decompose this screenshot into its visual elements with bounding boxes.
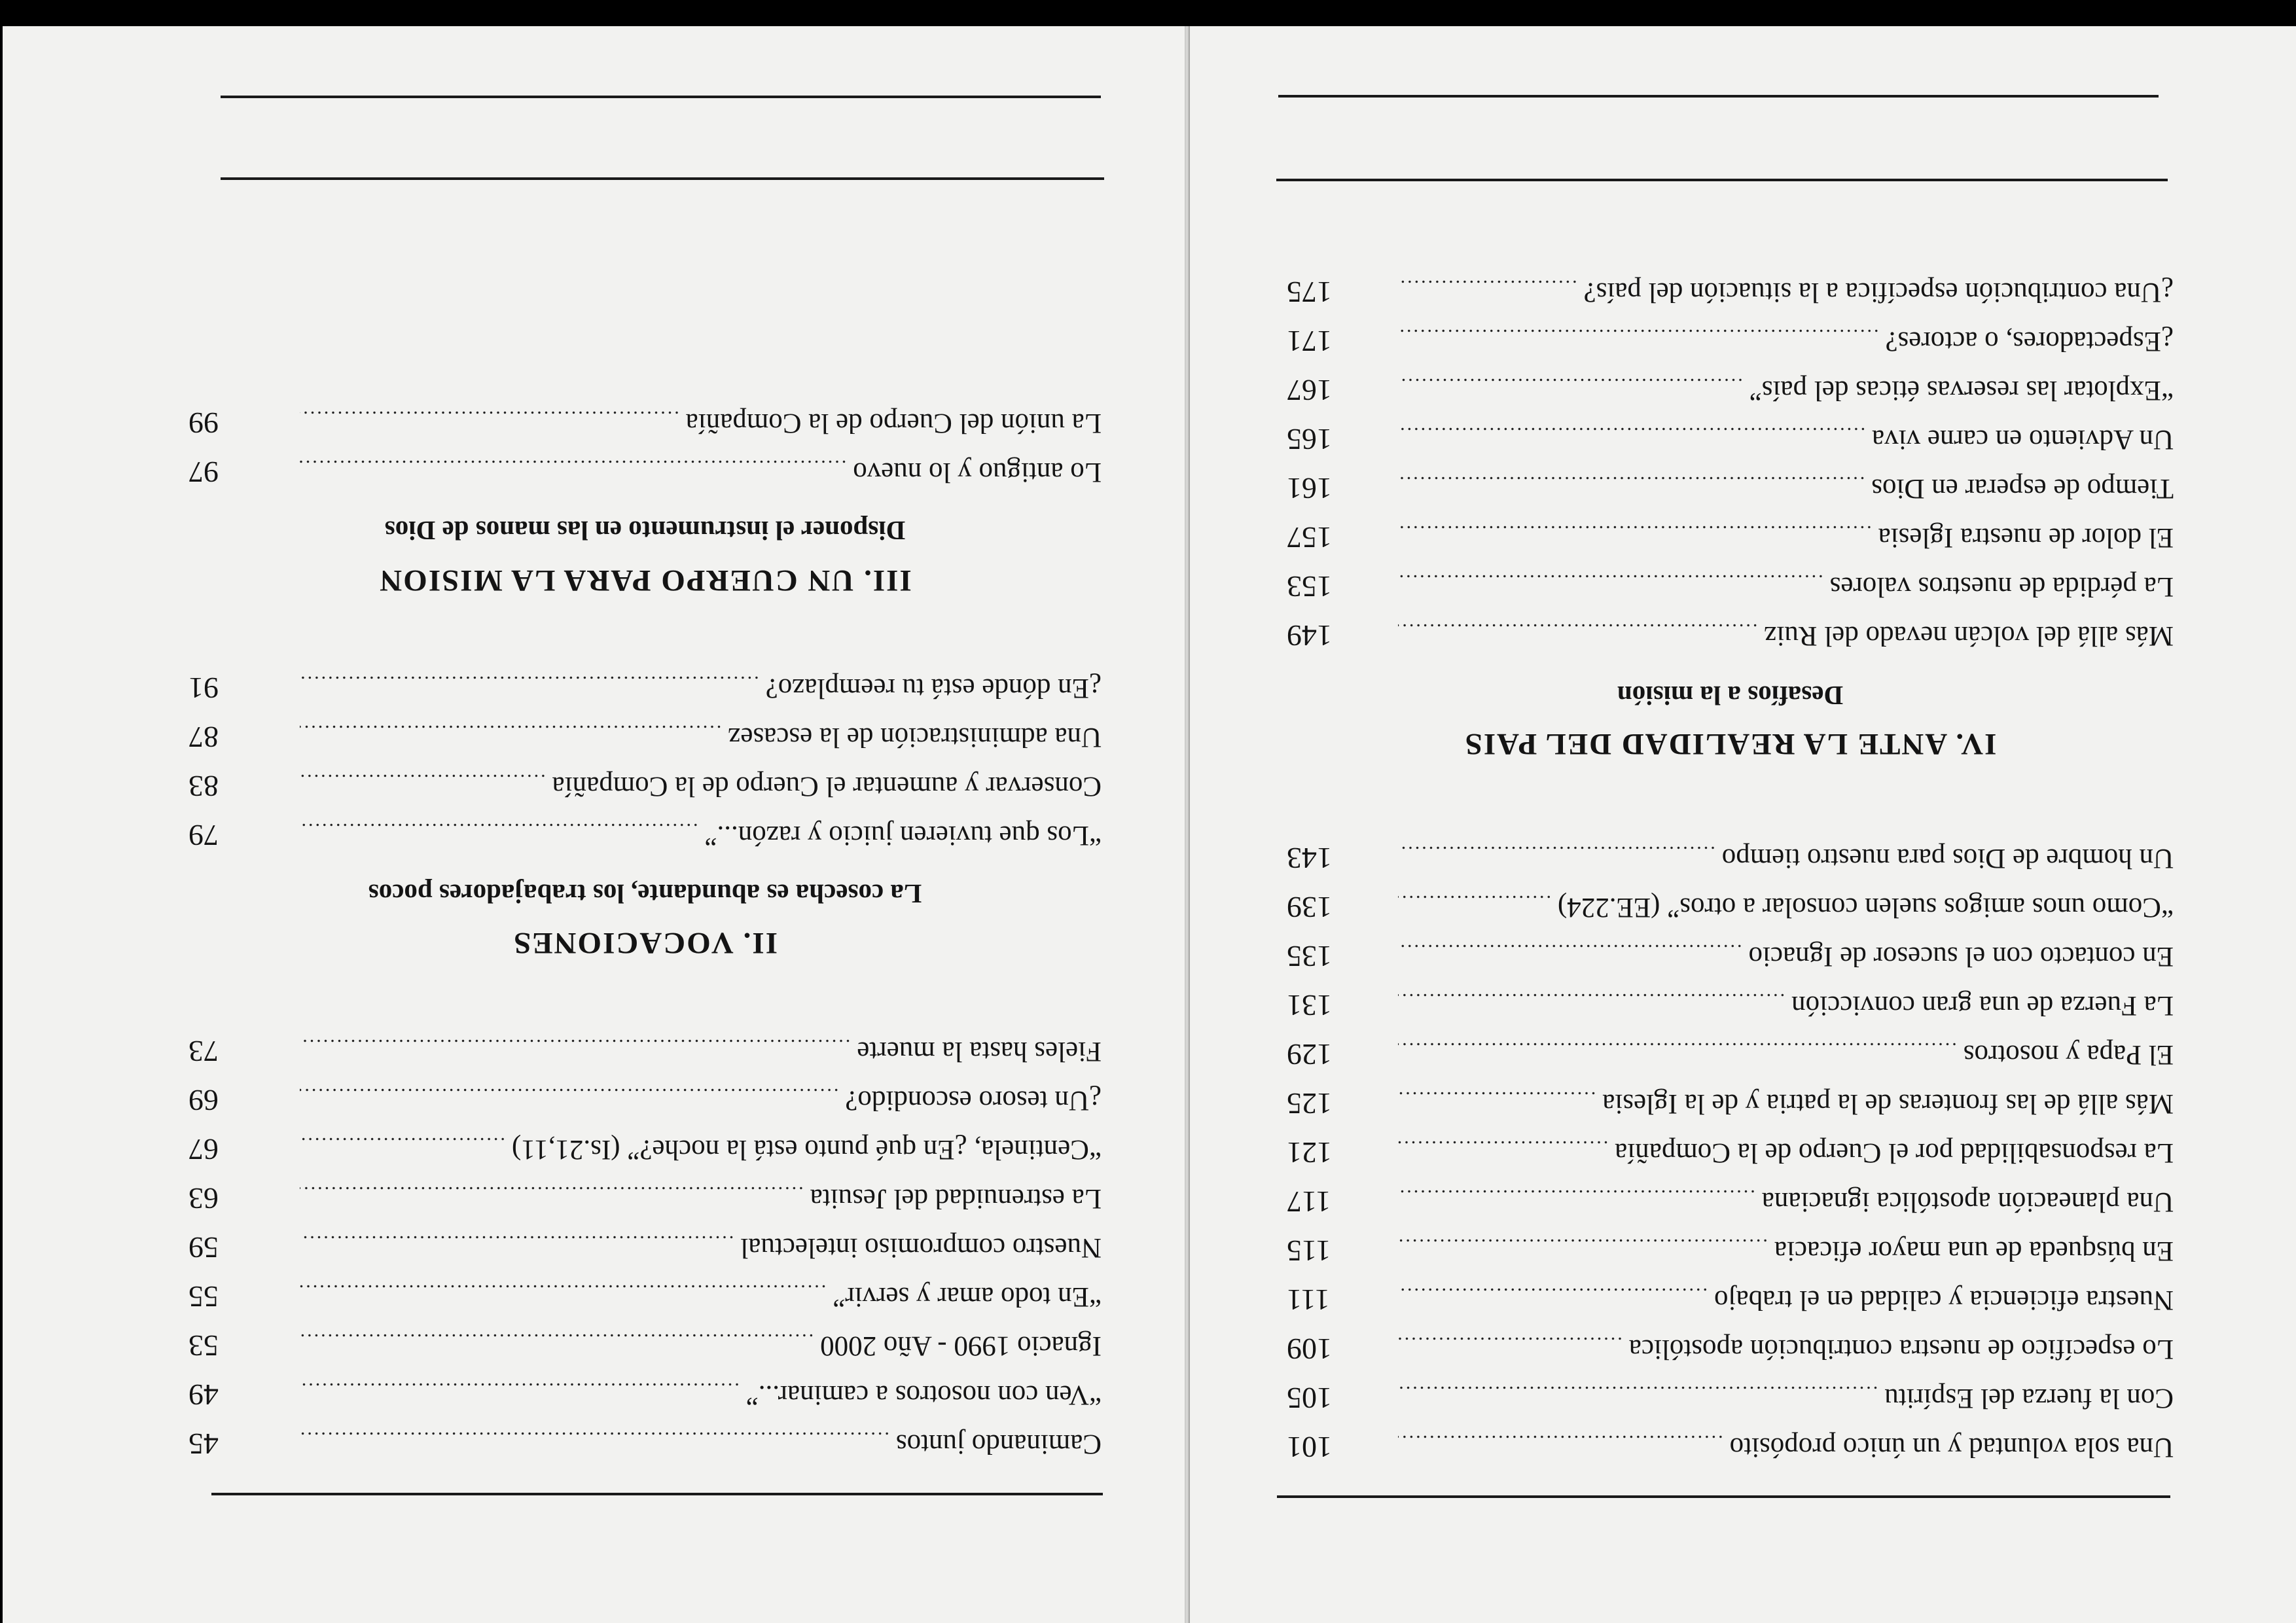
leader-dots <box>300 715 721 748</box>
leader-dots <box>1398 836 1715 869</box>
leader-dots <box>300 1324 814 1357</box>
entry-title: La Fuerza de una gran convicción <box>1791 990 2174 1021</box>
entry-page-number: 129 <box>1287 1038 1332 1071</box>
entry-page-number: 115 <box>1287 1234 1331 1268</box>
entry-title: En contacto con el sucesor de Ignacio <box>1748 941 2174 972</box>
entry-title: Un Adviento en carne viva <box>1872 424 2174 455</box>
entry-title: La estrenuidad del Jesuita <box>810 1183 1102 1214</box>
entry-title: “Centinela, ¿En qué punto está la noche?” (Is.21,11) <box>511 1134 1102 1165</box>
toc-entry <box>1287 984 2174 1027</box>
top-rule <box>1277 1495 2170 1498</box>
entry-title: En búsqueda de una mayor eficacia <box>1774 1236 2174 1266</box>
toc-entry <box>1287 1327 2174 1370</box>
entry-title: Un hombre de Dios para nuestro tiempo <box>1721 843 2174 874</box>
leader-dots <box>300 813 698 846</box>
toc-entry <box>1287 1376 2174 1419</box>
entry-page-number: 111 <box>1287 1283 1330 1317</box>
entry-page-number: 149 <box>1287 619 1332 652</box>
entry-page-number: 161 <box>1287 472 1332 505</box>
toc-entry <box>188 1177 1102 1220</box>
leader-dots <box>1398 1033 1957 1065</box>
toc-entry <box>1287 1131 2174 1174</box>
section-heading: III. UN CUERPO PARA LA MISION <box>378 563 912 597</box>
entry-page-number: 131 <box>1287 989 1332 1022</box>
leader-dots <box>1398 418 1865 450</box>
left-page <box>1186 26 2296 1623</box>
leader-dots <box>1398 270 1577 303</box>
leader-dots <box>1398 467 1865 499</box>
entry-title: ¿Espectadores, o actores? <box>1885 326 2174 357</box>
toc-entry <box>188 1422 1102 1465</box>
entry-title: Nuestro compromiso intelectual <box>740 1232 1102 1263</box>
entry-title: Lo específico de nuestra contribución apostólica <box>1628 1334 2174 1364</box>
leader-dots <box>1398 935 1742 967</box>
entry-page-number: 139 <box>1287 891 1332 924</box>
entry-page-number: 105 <box>1287 1382 1332 1415</box>
leader-dots <box>1398 319 1878 352</box>
entry-page-number: 59 <box>188 1231 219 1264</box>
toc-entry <box>1287 565 2174 608</box>
leader-dots <box>1398 1131 1608 1164</box>
leader-dots <box>300 666 759 699</box>
entry-page-number: 153 <box>1287 570 1332 603</box>
entry-title: ¿Una contribución específica a la situación del país? <box>1583 277 2174 308</box>
entry-page-number: 117 <box>1287 1185 1331 1219</box>
entry-title: “Los que tuvieren juicio y razón...” <box>704 820 1102 851</box>
entry-page-number: 63 <box>188 1182 219 1215</box>
toc-entry <box>1287 836 2174 880</box>
entry-title: Más allá de las fronteras de la patria y de la Iglesia <box>1602 1088 2174 1119</box>
toc-entry <box>1287 467 2174 510</box>
entry-title: Ignacio 1990 - Año 2000 <box>820 1330 1102 1361</box>
toc-entry <box>1287 368 2174 412</box>
leader-dots <box>1398 614 1757 647</box>
toc-entry <box>188 450 1102 493</box>
leader-dots <box>1398 368 1743 401</box>
toc-entry <box>1287 1082 2174 1125</box>
toc-entry <box>1287 418 2174 461</box>
entry-title: “En todo amar y servir” <box>833 1281 1102 1312</box>
entry-title: Conservar y aumentar el Cuerpo de la Compañía <box>552 771 1102 802</box>
entry-page-number: 109 <box>1287 1332 1332 1366</box>
toc-entry <box>188 764 1102 808</box>
entry-title: Tiempo de esperar en Dios <box>1871 473 2174 504</box>
entry-title: Una sola voluntad y un único propósito <box>1729 1432 2174 1463</box>
entry-page-number: 171 <box>1287 325 1332 358</box>
entry-page-number: 143 <box>1287 842 1332 875</box>
entry-title: Con la fuerza del Espíritu <box>1884 1383 2174 1414</box>
entry-title: ¿En dónde está tu reemplazo? <box>765 673 1102 704</box>
entry-title: La unión del Cuerpo de la Compañía <box>685 408 1102 438</box>
entry-page-number: 83 <box>188 770 219 803</box>
entry-title: Más allá del volcán nevado del Ruiz <box>1764 620 2174 651</box>
toc-entry <box>188 715 1102 758</box>
entry-title: Lo antiguo y lo nuevo <box>853 457 1102 488</box>
leader-dots <box>1398 1278 1708 1311</box>
bottom-rule <box>221 177 1104 180</box>
toc-entry <box>1287 270 2174 313</box>
entry-page-number: 101 <box>1287 1431 1332 1464</box>
toc-entry <box>1287 319 2174 363</box>
entry-page-number: 69 <box>188 1084 219 1117</box>
toc-entry <box>1287 516 2174 559</box>
toc-entry <box>1287 935 2174 978</box>
entry-page-number: 67 <box>188 1133 219 1166</box>
leader-dots <box>300 1373 740 1406</box>
entry-page-number: 99 <box>188 406 219 440</box>
toc-entry <box>188 813 1102 857</box>
toc-entry <box>188 1324 1102 1367</box>
entry-title: Fieles hasta la muerte <box>857 1036 1102 1067</box>
bottom-rule <box>221 96 1101 98</box>
section-heading: II. VOCACIONES <box>512 926 778 960</box>
leader-dots <box>1398 1327 1623 1360</box>
leader-dots <box>1398 1425 1723 1458</box>
entry-title: El dolor de nuestra Iglesia <box>1878 522 2174 553</box>
entry-page-number: 73 <box>188 1035 219 1068</box>
toc-entry <box>1287 1425 2174 1469</box>
entry-page-number: 175 <box>1287 276 1332 309</box>
toc-entry <box>188 1373 1102 1416</box>
bottom-rule <box>1278 95 2159 98</box>
leader-dots <box>1398 565 1823 597</box>
leader-dots <box>1398 1376 1878 1409</box>
entry-page-number: 79 <box>188 819 219 852</box>
leader-dots <box>1398 984 1785 1016</box>
leader-dots <box>300 1079 838 1111</box>
entry-page-number: 157 <box>1287 521 1332 554</box>
toc-entry <box>1287 1278 2174 1321</box>
entry-title: ¿Un tesoro escondido? <box>845 1085 1102 1116</box>
toc-entry <box>1287 885 2174 929</box>
entry-title: El Papa y nosotros <box>1963 1039 2174 1070</box>
toc-entry <box>188 666 1102 709</box>
entry-page-number: 49 <box>188 1378 219 1412</box>
leader-dots <box>1398 1229 1768 1262</box>
entry-title: La pérdida de nuestros valores <box>1829 571 2174 602</box>
entry-title: “Explotar las reservas éticas del país” <box>1749 375 2174 406</box>
toc-entry <box>188 401 1102 444</box>
toc-entry <box>1287 614 2174 657</box>
entry-page-number: 165 <box>1287 423 1332 456</box>
leader-dots <box>1398 1082 1596 1115</box>
entry-page-number: 121 <box>1287 1136 1332 1169</box>
leader-dots <box>1398 1180 1755 1213</box>
toc-entry <box>188 1226 1102 1269</box>
entry-title: “Como unos amigos suelen consolar a otros” (EE.224) <box>1557 892 2174 923</box>
entry-title: Nuestra eficiencia y calidad en el trabajo <box>1714 1285 2174 1315</box>
leader-dots <box>300 1128 505 1160</box>
entry-page-number: 125 <box>1287 1087 1332 1120</box>
section-heading: IV. ANTE LA REALIDAD DEL PAIS <box>1463 727 1997 761</box>
bottom-rule <box>1276 179 2168 181</box>
entry-title: Caminando juntos <box>895 1429 1102 1459</box>
entry-title: La responsabilidad por el Cuerpo de la Compañía <box>1615 1137 2174 1168</box>
leader-dots <box>1398 516 1872 548</box>
toc-entry <box>188 1128 1102 1171</box>
toc-entry <box>1287 1229 2174 1272</box>
leader-dots <box>300 764 546 797</box>
leader-dots <box>300 1029 850 1062</box>
entry-page-number: 53 <box>188 1329 219 1363</box>
leader-dots <box>300 1422 889 1455</box>
entry-title: “Ven con nosotros a caminar...” <box>745 1380 1102 1410</box>
toc-entry <box>188 1275 1102 1318</box>
leader-dots <box>300 450 846 483</box>
section-subheading: Disponer el instrumento en las manos de Dios <box>384 516 906 546</box>
toc-entry <box>1287 1180 2174 1223</box>
entry-title: Una administración de la escasez <box>728 722 1102 753</box>
toc-entry <box>188 1079 1102 1122</box>
toc-entry <box>1287 1033 2174 1076</box>
right-page <box>3 26 1185 1623</box>
entry-page-number: 87 <box>188 721 219 754</box>
entry-page-number: 45 <box>188 1427 219 1461</box>
section-subheading: La cosecha es abundante, los trabajadores pocos <box>368 879 922 909</box>
section-subheading: Desafíos a la misión <box>1617 681 1844 711</box>
entry-page-number: 135 <box>1287 940 1332 973</box>
leader-dots <box>300 1226 734 1258</box>
leader-dots <box>300 1177 804 1209</box>
entry-page-number: 91 <box>188 671 219 705</box>
entry-page-number: 97 <box>188 455 219 489</box>
toc-entry <box>188 1029 1102 1073</box>
entry-title: Una planeación apostólica ignaciana <box>1761 1186 2174 1217</box>
top-rule <box>211 1493 1103 1495</box>
leader-dots <box>300 401 679 434</box>
entry-page-number: 55 <box>188 1280 219 1313</box>
leader-dots <box>1398 885 1551 918</box>
entry-page-number: 167 <box>1287 374 1332 407</box>
leader-dots <box>300 1275 826 1308</box>
